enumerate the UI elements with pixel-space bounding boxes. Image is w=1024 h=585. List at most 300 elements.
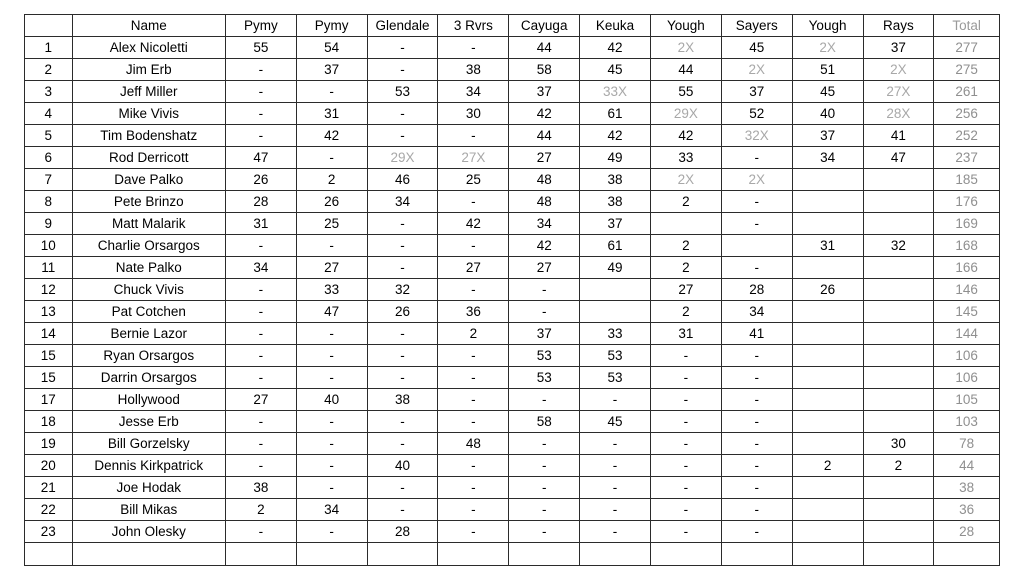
row-score-3: - xyxy=(367,345,438,367)
row-name: Bill Gorzelsky xyxy=(72,433,225,455)
table-row xyxy=(25,213,1000,235)
row-score-10 xyxy=(863,257,934,279)
row-score-2: - xyxy=(296,521,367,543)
row-score-7: 29X xyxy=(650,103,721,125)
row-score-6: 38 xyxy=(580,169,651,191)
row-score-8: - xyxy=(721,257,792,279)
row-score-2: 34 xyxy=(296,499,367,521)
row-score-7: 2X xyxy=(650,169,721,191)
row-score-4: 30 xyxy=(438,103,509,125)
row-total: 256 xyxy=(934,103,1000,125)
row-rank: 3 xyxy=(25,81,73,103)
row-total: 185 xyxy=(934,169,1000,191)
row-score-7: - xyxy=(650,367,721,389)
row-score-6: 45 xyxy=(580,411,651,433)
row-score-4: - xyxy=(438,125,509,147)
row-rank: 6 xyxy=(25,147,73,169)
row-score-9: 40 xyxy=(792,103,863,125)
standings-table xyxy=(24,14,1000,566)
row-score-2: 33 xyxy=(296,279,367,301)
table-row xyxy=(25,37,1000,59)
row-score-1: - xyxy=(225,279,296,301)
row-score-2: - xyxy=(296,323,367,345)
row-name: Tim Bodenshatz xyxy=(72,125,225,147)
row-total: 78 xyxy=(934,433,1000,455)
row-score-2: - xyxy=(296,411,367,433)
row-score-8: - xyxy=(721,147,792,169)
row-score-1: - xyxy=(225,367,296,389)
row-score-10 xyxy=(863,191,934,213)
row-name: John Olesky xyxy=(72,521,225,543)
row-score-8: - xyxy=(721,191,792,213)
row-score-1: 28 xyxy=(225,191,296,213)
row-score-4: - xyxy=(438,235,509,257)
row-score-9 xyxy=(792,499,863,521)
row-total: 36 xyxy=(934,499,1000,521)
row-rank: 19 xyxy=(25,433,73,455)
row-score-5: 27 xyxy=(509,257,580,279)
row-score-10 xyxy=(863,301,934,323)
row-score-1: - xyxy=(225,103,296,125)
table-row xyxy=(25,323,1000,345)
row-score-9 xyxy=(792,433,863,455)
row-score-7: 2 xyxy=(650,191,721,213)
row-score-1: - xyxy=(225,59,296,81)
row-score-1: - xyxy=(225,345,296,367)
row-score-9 xyxy=(792,323,863,345)
row-score-10: 37 xyxy=(863,37,934,59)
row-score-6: 53 xyxy=(580,345,651,367)
row-score-7: 2 xyxy=(650,235,721,257)
row-score-7: - xyxy=(650,433,721,455)
table-row xyxy=(25,169,1000,191)
row-score-8: 45 xyxy=(721,37,792,59)
row-score-6: - xyxy=(580,433,651,455)
row-score-1: - xyxy=(225,323,296,345)
row-score-6: 33 xyxy=(580,323,651,345)
row-score-10 xyxy=(863,477,934,499)
row-score-6: 61 xyxy=(580,103,651,125)
row-score-7: 2 xyxy=(650,257,721,279)
row-total: 176 xyxy=(934,191,1000,213)
row-score-7: 42 xyxy=(650,125,721,147)
row-score-7: - xyxy=(650,345,721,367)
row-rank: 7 xyxy=(25,169,73,191)
row-score-3: 46 xyxy=(367,169,438,191)
row-score-6: 38 xyxy=(580,191,651,213)
row-score-5: 42 xyxy=(509,103,580,125)
row-score-4: - xyxy=(438,279,509,301)
row-score-6: 42 xyxy=(580,37,651,59)
row-total: 169 xyxy=(934,213,1000,235)
row-score-3: 29X xyxy=(367,147,438,169)
header-event-9: Yough xyxy=(792,15,863,37)
row-score-9: 31 xyxy=(792,235,863,257)
row-total: 168 xyxy=(934,235,1000,257)
row-score-6: 49 xyxy=(580,257,651,279)
row-total: 44 xyxy=(934,455,1000,477)
row-score-4: 48 xyxy=(438,433,509,455)
row-score-7: - xyxy=(650,455,721,477)
row-total: 106 xyxy=(934,345,1000,367)
row-score-4: - xyxy=(438,411,509,433)
row-score-5: - xyxy=(509,389,580,411)
row-score-8: 32X xyxy=(721,125,792,147)
row-score-3: - xyxy=(367,257,438,279)
row-score-9: 2X xyxy=(792,37,863,59)
row-name: Hollywood xyxy=(72,389,225,411)
row-score-8: 41 xyxy=(721,323,792,345)
row-score-6: 49 xyxy=(580,147,651,169)
row-score-8: - xyxy=(721,521,792,543)
table-header xyxy=(25,15,1000,37)
row-score-7: 2X xyxy=(650,37,721,59)
row-total: 166 xyxy=(934,257,1000,279)
row-score-9 xyxy=(792,191,863,213)
row-score-8: 34 xyxy=(721,301,792,323)
row-score-5: 58 xyxy=(509,411,580,433)
row-name: Rod Derricott xyxy=(72,147,225,169)
row-rank: 15 xyxy=(25,367,73,389)
row-score-8 xyxy=(721,235,792,257)
row-score-9 xyxy=(792,301,863,323)
row-name: Pat Cotchen xyxy=(72,301,225,323)
row-score-1: - xyxy=(225,411,296,433)
empty-cell xyxy=(792,543,863,566)
row-score-7: 2 xyxy=(650,301,721,323)
table-row xyxy=(25,191,1000,213)
row-score-5: 44 xyxy=(509,125,580,147)
row-score-8: - xyxy=(721,455,792,477)
table-row xyxy=(25,125,1000,147)
table-row xyxy=(25,147,1000,169)
row-score-10: 2 xyxy=(863,455,934,477)
row-score-4: - xyxy=(438,37,509,59)
row-score-3: - xyxy=(367,323,438,345)
row-score-4: 38 xyxy=(438,59,509,81)
row-score-9: 37 xyxy=(792,125,863,147)
row-score-9 xyxy=(792,521,863,543)
empty-cell xyxy=(72,543,225,566)
header-rank xyxy=(25,15,73,37)
row-score-5: 37 xyxy=(509,323,580,345)
table-row xyxy=(25,301,1000,323)
row-score-2: 26 xyxy=(296,191,367,213)
row-score-3: - xyxy=(367,103,438,125)
row-score-5: 37 xyxy=(509,81,580,103)
row-name: Dennis Kirkpatrick xyxy=(72,455,225,477)
row-name: Mike Vivis xyxy=(72,103,225,125)
row-score-1: 47 xyxy=(225,147,296,169)
row-score-7: - xyxy=(650,389,721,411)
row-score-5: 44 xyxy=(509,37,580,59)
row-score-4: 2 xyxy=(438,323,509,345)
row-score-5: 48 xyxy=(509,169,580,191)
row-name: Ryan Orsargos xyxy=(72,345,225,367)
row-score-6: 33X xyxy=(580,81,651,103)
row-score-10 xyxy=(863,345,934,367)
row-score-1: 2 xyxy=(225,499,296,521)
row-score-2: 47 xyxy=(296,301,367,323)
row-score-8: - xyxy=(721,389,792,411)
row-total: 145 xyxy=(934,301,1000,323)
row-total: 146 xyxy=(934,279,1000,301)
table-row xyxy=(25,235,1000,257)
row-score-9 xyxy=(792,411,863,433)
row-score-9 xyxy=(792,257,863,279)
row-rank: 5 xyxy=(25,125,73,147)
row-total: 103 xyxy=(934,411,1000,433)
row-score-8: - xyxy=(721,411,792,433)
row-score-5: 58 xyxy=(509,59,580,81)
table-row xyxy=(25,257,1000,279)
row-score-3: - xyxy=(367,367,438,389)
row-score-1: 34 xyxy=(225,257,296,279)
row-score-9 xyxy=(792,169,863,191)
table-row xyxy=(25,477,1000,499)
row-score-5: - xyxy=(509,279,580,301)
row-score-7: 44 xyxy=(650,59,721,81)
row-total: 38 xyxy=(934,477,1000,499)
row-name: Bernie Lazor xyxy=(72,323,225,345)
row-score-7: - xyxy=(650,411,721,433)
row-rank: 21 xyxy=(25,477,73,499)
table-row xyxy=(25,81,1000,103)
row-score-6: - xyxy=(580,389,651,411)
row-score-10 xyxy=(863,367,934,389)
row-rank: 22 xyxy=(25,499,73,521)
row-score-4: 27 xyxy=(438,257,509,279)
row-score-1: - xyxy=(225,235,296,257)
row-score-3: 32 xyxy=(367,279,438,301)
row-score-9 xyxy=(792,345,863,367)
row-total: 252 xyxy=(934,125,1000,147)
row-score-4: 42 xyxy=(438,213,509,235)
row-score-7: 31 xyxy=(650,323,721,345)
row-score-4: 27X xyxy=(438,147,509,169)
table-row xyxy=(25,389,1000,411)
table-row xyxy=(25,411,1000,433)
standings-sheet xyxy=(24,14,1000,566)
empty-cell xyxy=(863,543,934,566)
row-score-2: - xyxy=(296,81,367,103)
row-score-5: - xyxy=(509,499,580,521)
row-score-9 xyxy=(792,367,863,389)
row-score-9: 26 xyxy=(792,279,863,301)
row-name: Joe Hodak xyxy=(72,477,225,499)
row-score-2: - xyxy=(296,455,367,477)
empty-cell xyxy=(438,543,509,566)
row-score-6 xyxy=(580,301,651,323)
row-score-2: - xyxy=(296,147,367,169)
row-score-3: - xyxy=(367,59,438,81)
row-score-8: - xyxy=(721,213,792,235)
row-score-8: - xyxy=(721,499,792,521)
table-row xyxy=(25,521,1000,543)
row-score-10 xyxy=(863,411,934,433)
row-score-10: 2X xyxy=(863,59,934,81)
row-score-3: - xyxy=(367,125,438,147)
empty-cell xyxy=(367,543,438,566)
row-score-3: - xyxy=(367,411,438,433)
table-body xyxy=(25,37,1000,566)
row-total: 106 xyxy=(934,367,1000,389)
row-name: Alex Nicoletti xyxy=(72,37,225,59)
row-rank: 8 xyxy=(25,191,73,213)
row-rank: 9 xyxy=(25,213,73,235)
header-event-1: Pymy xyxy=(225,15,296,37)
row-score-2: - xyxy=(296,477,367,499)
row-score-7: 27 xyxy=(650,279,721,301)
row-score-7: 33 xyxy=(650,147,721,169)
row-score-1: - xyxy=(225,433,296,455)
row-total: 105 xyxy=(934,389,1000,411)
row-score-10: 27X xyxy=(863,81,934,103)
row-score-1: 38 xyxy=(225,477,296,499)
row-score-5: 48 xyxy=(509,191,580,213)
row-score-5: - xyxy=(509,433,580,455)
header-total: Total xyxy=(934,15,1000,37)
row-rank: 12 xyxy=(25,279,73,301)
row-score-1: - xyxy=(225,301,296,323)
row-score-10 xyxy=(863,521,934,543)
header-event-5: Cayuga xyxy=(509,15,580,37)
row-score-10: 47 xyxy=(863,147,934,169)
row-score-8: - xyxy=(721,433,792,455)
row-rank: 18 xyxy=(25,411,73,433)
row-rank: 10 xyxy=(25,235,73,257)
row-score-8: 37 xyxy=(721,81,792,103)
table-row xyxy=(25,499,1000,521)
row-score-10: 28X xyxy=(863,103,934,125)
row-score-1: - xyxy=(225,455,296,477)
row-score-10 xyxy=(863,389,934,411)
row-score-6: 37 xyxy=(580,213,651,235)
empty-cell xyxy=(225,543,296,566)
row-score-2: 54 xyxy=(296,37,367,59)
table-row xyxy=(25,59,1000,81)
row-score-1: 27 xyxy=(225,389,296,411)
row-score-5: 27 xyxy=(509,147,580,169)
row-score-9: 45 xyxy=(792,81,863,103)
row-score-5: 53 xyxy=(509,367,580,389)
row-score-7: - xyxy=(650,477,721,499)
row-score-2: - xyxy=(296,433,367,455)
row-score-10 xyxy=(863,213,934,235)
row-score-8: - xyxy=(721,367,792,389)
header-event-4: 3 Rvrs xyxy=(438,15,509,37)
row-score-5: - xyxy=(509,455,580,477)
table-row xyxy=(25,279,1000,301)
row-score-4: - xyxy=(438,521,509,543)
row-score-8: 2X xyxy=(721,59,792,81)
row-name: Pete Brinzo xyxy=(72,191,225,213)
row-score-2: 42 xyxy=(296,125,367,147)
row-score-5: 34 xyxy=(509,213,580,235)
row-name: Chuck Vivis xyxy=(72,279,225,301)
row-score-1: - xyxy=(225,125,296,147)
row-score-10 xyxy=(863,169,934,191)
table-row xyxy=(25,455,1000,477)
row-total: 28 xyxy=(934,521,1000,543)
row-score-4: - xyxy=(438,345,509,367)
row-score-6: - xyxy=(580,455,651,477)
row-score-7: - xyxy=(650,499,721,521)
empty-cell xyxy=(650,543,721,566)
row-rank: 20 xyxy=(25,455,73,477)
row-score-5: 42 xyxy=(509,235,580,257)
row-name: Jim Erb xyxy=(72,59,225,81)
row-score-2: 25 xyxy=(296,213,367,235)
row-rank: 4 xyxy=(25,103,73,125)
row-score-3: - xyxy=(367,433,438,455)
row-name: Jesse Erb xyxy=(72,411,225,433)
row-score-5: - xyxy=(509,521,580,543)
row-score-10 xyxy=(863,499,934,521)
row-score-2: - xyxy=(296,345,367,367)
row-total: 275 xyxy=(934,59,1000,81)
row-score-9 xyxy=(792,477,863,499)
row-score-6: 45 xyxy=(580,59,651,81)
table-row xyxy=(25,367,1000,389)
header-event-7: Yough xyxy=(650,15,721,37)
row-score-1: 31 xyxy=(225,213,296,235)
row-score-3: - xyxy=(367,213,438,235)
row-score-6: - xyxy=(580,477,651,499)
row-total: 261 xyxy=(934,81,1000,103)
row-score-8: 52 xyxy=(721,103,792,125)
empty-cell xyxy=(934,543,1000,566)
header-row xyxy=(25,15,1000,37)
empty-cell xyxy=(296,543,367,566)
row-score-1: - xyxy=(225,81,296,103)
row-score-3: 53 xyxy=(367,81,438,103)
row-score-9 xyxy=(792,213,863,235)
row-score-3: 34 xyxy=(367,191,438,213)
row-name: Matt Malarik xyxy=(72,213,225,235)
row-rank: 23 xyxy=(25,521,73,543)
empty-cell xyxy=(25,543,73,566)
row-score-10 xyxy=(863,279,934,301)
row-score-7: 55 xyxy=(650,81,721,103)
row-score-4: - xyxy=(438,191,509,213)
row-name: Darrin Orsargos xyxy=(72,367,225,389)
row-score-3: - xyxy=(367,37,438,59)
table-row xyxy=(25,103,1000,125)
row-score-10: 30 xyxy=(863,433,934,455)
header-event-3: Glendale xyxy=(367,15,438,37)
row-score-1: - xyxy=(225,521,296,543)
row-score-3: - xyxy=(367,499,438,521)
row-score-3: 38 xyxy=(367,389,438,411)
row-score-6: - xyxy=(580,521,651,543)
row-score-4: - xyxy=(438,367,509,389)
row-score-7 xyxy=(650,213,721,235)
row-name: Charlie Orsargos xyxy=(72,235,225,257)
row-score-10: 41 xyxy=(863,125,934,147)
row-score-4: - xyxy=(438,455,509,477)
row-score-6: 53 xyxy=(580,367,651,389)
row-rank: 13 xyxy=(25,301,73,323)
row-score-4: - xyxy=(438,499,509,521)
row-score-2: 40 xyxy=(296,389,367,411)
row-score-9 xyxy=(792,389,863,411)
row-score-8: 28 xyxy=(721,279,792,301)
row-score-3: - xyxy=(367,235,438,257)
header-event-2: Pymy xyxy=(296,15,367,37)
row-score-10 xyxy=(863,323,934,345)
header-name: Name xyxy=(72,15,225,37)
